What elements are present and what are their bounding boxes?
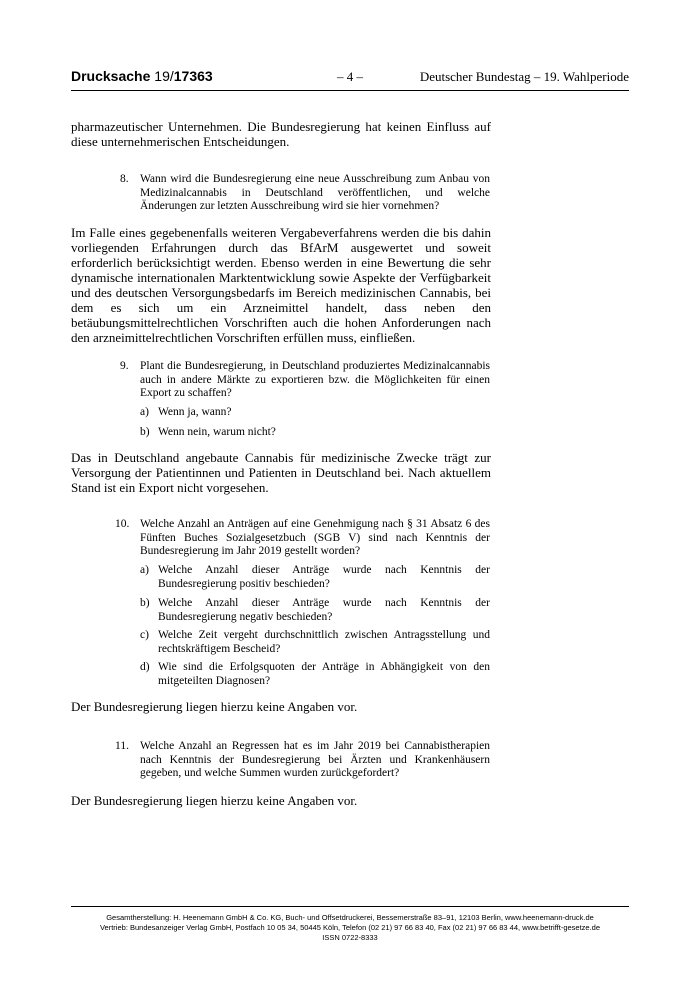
question-11-text: Welche Anzahl an Regressen hat es im Jahr 2019 bei Cannabistherapien nach Kenntnis der Bundesregierung bei Ärzten und Krankenhäusern gegeben, und welche Summen wurden zurückgefordert?	[140, 740, 490, 779]
answer-10: Der Bundesregierung liegen hierzu keine Angaben vor.	[71, 699, 358, 714]
question-10a-letter: a)	[140, 564, 149, 576]
footer-rule	[71, 906, 629, 907]
footer-line-issn: ISSN 0722-8333	[322, 933, 378, 942]
doc-num-prefix: 19/	[154, 68, 174, 84]
question-9a-text: Wenn ja, wann?	[158, 406, 232, 418]
question-11-number: 11.	[115, 740, 129, 752]
question-8-text: Wann wird die Bundesregierung eine neue Ausschreibung zum Anbau von Medizinalcannabis in Deutschland veröffentlichen, und welche Änderungen zur letzten Ausschreibung wird sie hier vornehmen?	[140, 173, 490, 212]
question-9-number: 9.	[120, 360, 129, 372]
footer-line-printing: Gesamtherstellung: H. Heenemann GmbH & Co. KG, Buch- und Offsetdruckerei, Bessemerstraße 83–91, 12103 Berlin, www.heenemann-druck.de	[106, 913, 594, 922]
institution: Deutscher Bundestag – 19. Wahlperiode	[419, 69, 629, 84]
question-10a-text: Welche Anzahl dieser Anträge wurde nach Kenntnis der Bundesregierung positiv beschieden?	[158, 564, 490, 590]
imprint-footer	[71, 913, 629, 943]
answer-9: Das in Deutschland angebaute Cannabis für medizinische Zwecke trägt zur Versorgung der Patientinnen und Patienten in Deutschland bei. Nach aktuellem Stand ist ein Export nicht vorgesehen.	[71, 450, 491, 495]
question-10-number: 10.	[115, 518, 130, 530]
page-header	[71, 66, 629, 88]
footer-line-distribution: Vertrieb: Bundesanzeiger Verlag GmbH, Postfach 10 05 34, 50445 Köln, Telefon (02 21) 97 66 83 40, Fax (02 21) 97 66 83 44, www.betrifft-gesetze.de	[99, 923, 601, 932]
answer-11: Der Bundesregierung liegen hierzu keine Angaben vor.	[71, 793, 358, 808]
question-9b-text: Wenn nein, warum nicht?	[158, 426, 276, 438]
question-10d-text: Wie sind die Erfolgsquoten der Anträge in Abhängigkeit von den mitgeteilten Diagnosen?	[158, 661, 490, 687]
doc-num: 17363	[173, 68, 213, 84]
question-9-text: Plant die Bundesregierung, in Deutschland produziertes Medizinalcannabis auch in andere Märkte zu exportieren bzw. die Möglichkeiten für einen Export zu schaffen?	[140, 360, 490, 399]
question-9a-letter: a)	[140, 406, 149, 418]
question-9b-letter: b)	[140, 426, 150, 438]
header-rule	[71, 90, 629, 91]
doc-label: Drucksache	[71, 68, 151, 84]
question-10-text: Welche Anzahl an Anträgen auf eine Genehmigung nach § 31 Absatz 6 des Fünften Buches Sozialgesetzbuch (SGB V) sind nach Kenntnis der Bundesregierung im Jahr 2019 gestellt worden?	[140, 518, 490, 557]
page-number: – 4 –	[337, 69, 363, 84]
question-10b-text: Welche Anzahl dieser Anträge wurde nach Kenntnis der Bundesregierung negativ beschieden?	[158, 597, 490, 623]
question-8-number: 8.	[120, 173, 129, 185]
intro-paragraph: pharmazeutischer Unternehmen. Die Bundesregierung hat keinen Einfluss auf diese unternehmerischen Entscheidungen.	[71, 119, 491, 149]
question-10c-text: Welche Zeit vergeht durchschnittlich zwischen Antragsstellung und rechtskräftigem Bescheid?	[158, 629, 490, 655]
answer-8: Im Falle eines gegebenenfalls weiteren Vergabeverfahrens werden die bis dahin vorliegenden Erfahrungen durch das BfArM ausgewertet und soweit erforderlich berücksichtigt werden. Ebenso werden in eine Bewertung die sehr dynamische internationalen Marktentwicklung sowie Aspekte der Verfügbarkeit und des deutschen Versorgungsbedarfs im Bereich medizinischen Cannabis, bei dem es sich um ein Arzneimittel handelt, dass neben den betäubungsmittelrechtlichen Vorschriften auch die hohen Anforderungen nach den arzneimittelrechtlichen Vorschriften erfüllen muss, einfließen.	[71, 225, 491, 345]
document-number	[71, 68, 213, 84]
question-10c-letter: c)	[140, 629, 149, 641]
question-10b-letter: b)	[140, 597, 150, 609]
question-10d-letter: d)	[140, 661, 150, 673]
